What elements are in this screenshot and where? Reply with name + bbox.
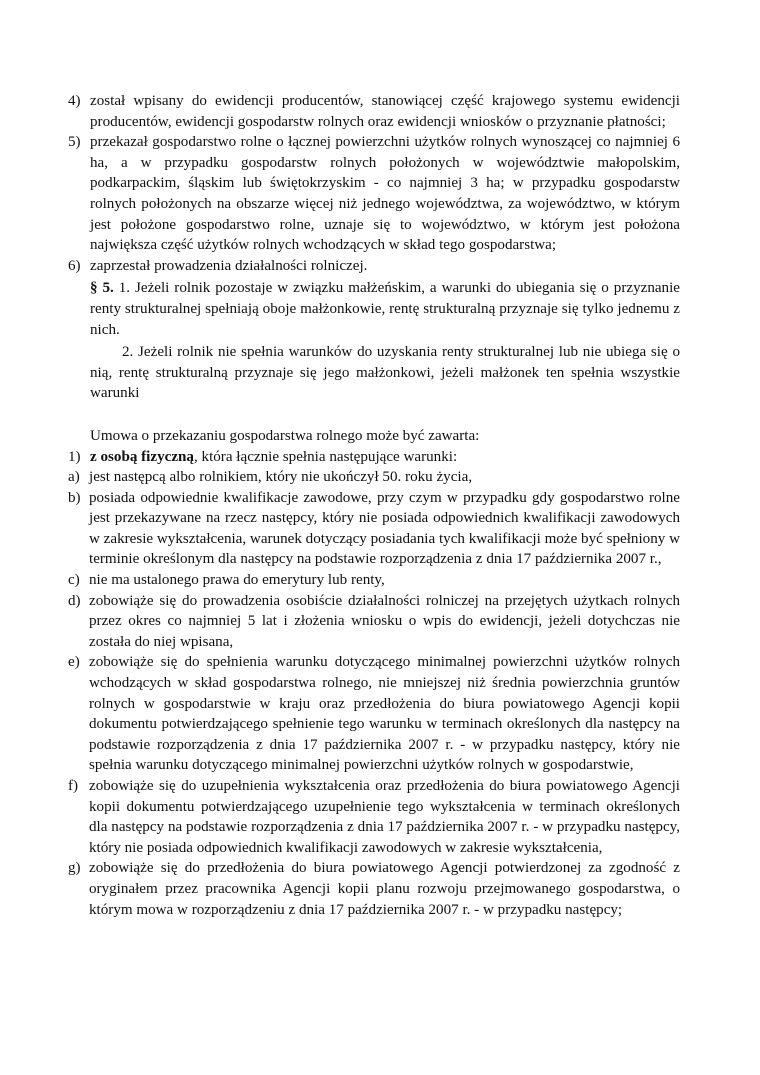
condition-d <box>68 591 680 653</box>
item-text: zaprzestał prowadzenia działalności rolniczej. <box>90 257 368 274</box>
condition-letter: e) <box>68 654 80 671</box>
condition-g <box>68 858 680 920</box>
condition-a <box>68 467 680 488</box>
condition-letter: g) <box>68 860 81 877</box>
condition-letter: c) <box>68 572 80 589</box>
item-text: przekazał gospodarstwo rolne o łącznej powierzchni użytków rolnych wynoszącej co najmniej 6 ha, a w przypadku gospodarstw rolnych położonych w województwie małopolskim, podkarpackim, śląskim lub świętokrzyskim - co najmniej 3 ha; w przypadku gospodarstw rolnych położonych na obszarze więcej niż jednego województwa, za województwo, w którym jest położone gospodarstwo rolne, uznaje się to województwo, w którym jest położona największa część użytków rolnych wchodzących w skład tego gospodarstwa; <box>90 134 680 254</box>
condition-text: jest następcą albo rolnikiem, który nie ukończył 50. roku życia, <box>89 469 473 486</box>
section-5-paragraph-2 <box>90 342 680 404</box>
condition-letter: f) <box>68 778 79 794</box>
section-5-paragraph-1 <box>90 278 680 340</box>
condition-letter: d) <box>68 592 81 609</box>
condition-text: zobowiąże się do prowadzenia osobiście działalności rolniczej na przejętych użytkach rolnych przez okres co najmniej 5 lat i złożenia wniosku o wpis do ewidencji, jeżeli dotychczas nie została do niej wpisana, <box>89 592 680 650</box>
contract-item-1 <box>68 447 680 468</box>
condition-text: zobowiąże się do uzupełnienia wykształcenia oraz przedłożenia do biura powiatowego Agencji kopii dokumentu potwierdzającego uzupełnienie tego wykształcenia w terminach określonych dla następcy na podstawie rozporządzenia z dnia 17 października 2007 r. - w przypadku następcy, który nie posiada odpowiednich kwalifikacji zawodowych w zakresie wykształcenia, <box>89 778 680 856</box>
condition-text: posiada odpowiednie kwalifikacje zawodowe, przy czym w przypadku gdy gospodarstwo rolne jest przekazywane na rzecz następcy, który nie posiada odpowiednich kwalifikacji zawodowych w zakresie wykształcenia, warunek dotyczący posiadania tych kwalifikacji może być spełniony w terminie określonym dla następcy na podstawie rozporządzenia z dnia 17 października 2007 r., <box>89 489 680 568</box>
item-text: został wpisany do ewidencji producentów, stanowiącej część krajowego systemu ewidencji producentów, ewidencji gospodarstw rolnych oraz ewidencji wniosków o przyznanie płatności; <box>90 93 680 130</box>
condition-e <box>68 652 680 776</box>
item-number: 4) <box>68 93 81 109</box>
contract-item-1-bold: z osobą fizyczną <box>90 448 194 465</box>
section-5-label: § 5. <box>90 280 114 297</box>
item-number: 5) <box>68 134 81 151</box>
contract-intro: Umowa o przekazaniu gospodarstwa rolnego może być zawarta: <box>90 427 480 444</box>
numbered-item-4 <box>68 91 680 132</box>
section-5-text-1: 1. Jeżeli rolnik pozostaje w związku małżeńskim, a warunki do ubiegania się o przyznanie renty strukturalnej spełniają oboje małżonkowie, rentę strukturalną przyznaje się tylko jednemu z nich. <box>90 280 680 338</box>
condition-text: zobowiąże się do przedłożenia do biura powiatowego Agencji potwierdzonej za zgodność z oryginałem przez pracownika Agencji kopii planu rozwoju przejmowanego gospodarstwa, o którym mowa w rozporządzeniu z dnia 17 października 2007 r. - w przypadku następcy; <box>89 860 680 918</box>
condition-f <box>68 776 680 858</box>
condition-letter: b) <box>68 489 81 506</box>
item-number: 1) <box>68 448 81 465</box>
document-body <box>68 91 680 920</box>
numbered-item-5 <box>68 132 680 256</box>
condition-letter: a) <box>68 469 80 486</box>
condition-b <box>68 488 680 570</box>
section-5-text-2: 2. Jeżeli rolnik nie spełnia warunków do uzyskania renty strukturalnej lub nie ubiega się o nią, rentę strukturalną przyznaje się jego małżonkowi, jeżeli małżonek ten spełnia wszystkie warunki <box>90 344 680 402</box>
condition-text: nie ma ustalonego prawa do emerytury lub renty, <box>89 572 385 589</box>
contract-item-1-text: , która łącznie spełnia następujące warunki: <box>193 448 458 465</box>
item-number: 6) <box>68 257 81 274</box>
condition-c <box>68 570 680 591</box>
numbered-item-6 <box>68 256 680 277</box>
condition-text: zobowiąże się do spełnienia warunku dotyczącego minimalnej powierzchni użytków rolnych wchodzących w skład gospodarstwa rolnego, nie mniejszej niż średnia powierzchnia gruntów rolnych w gospodarstwie w kraju oraz przedłożenia do biura powiatowego Agencji kopii dokumentu potwierdzającego spełnienie tego warunku w terminach określonych dla następcy na podstawie rozporządzenia z dnia 17 października 2007 r. - w przypadku następcy, który nie spełnia warunku dotyczącego minimalnej powierzchni użytków rolnych w gospodarstwie, <box>89 654 680 774</box>
